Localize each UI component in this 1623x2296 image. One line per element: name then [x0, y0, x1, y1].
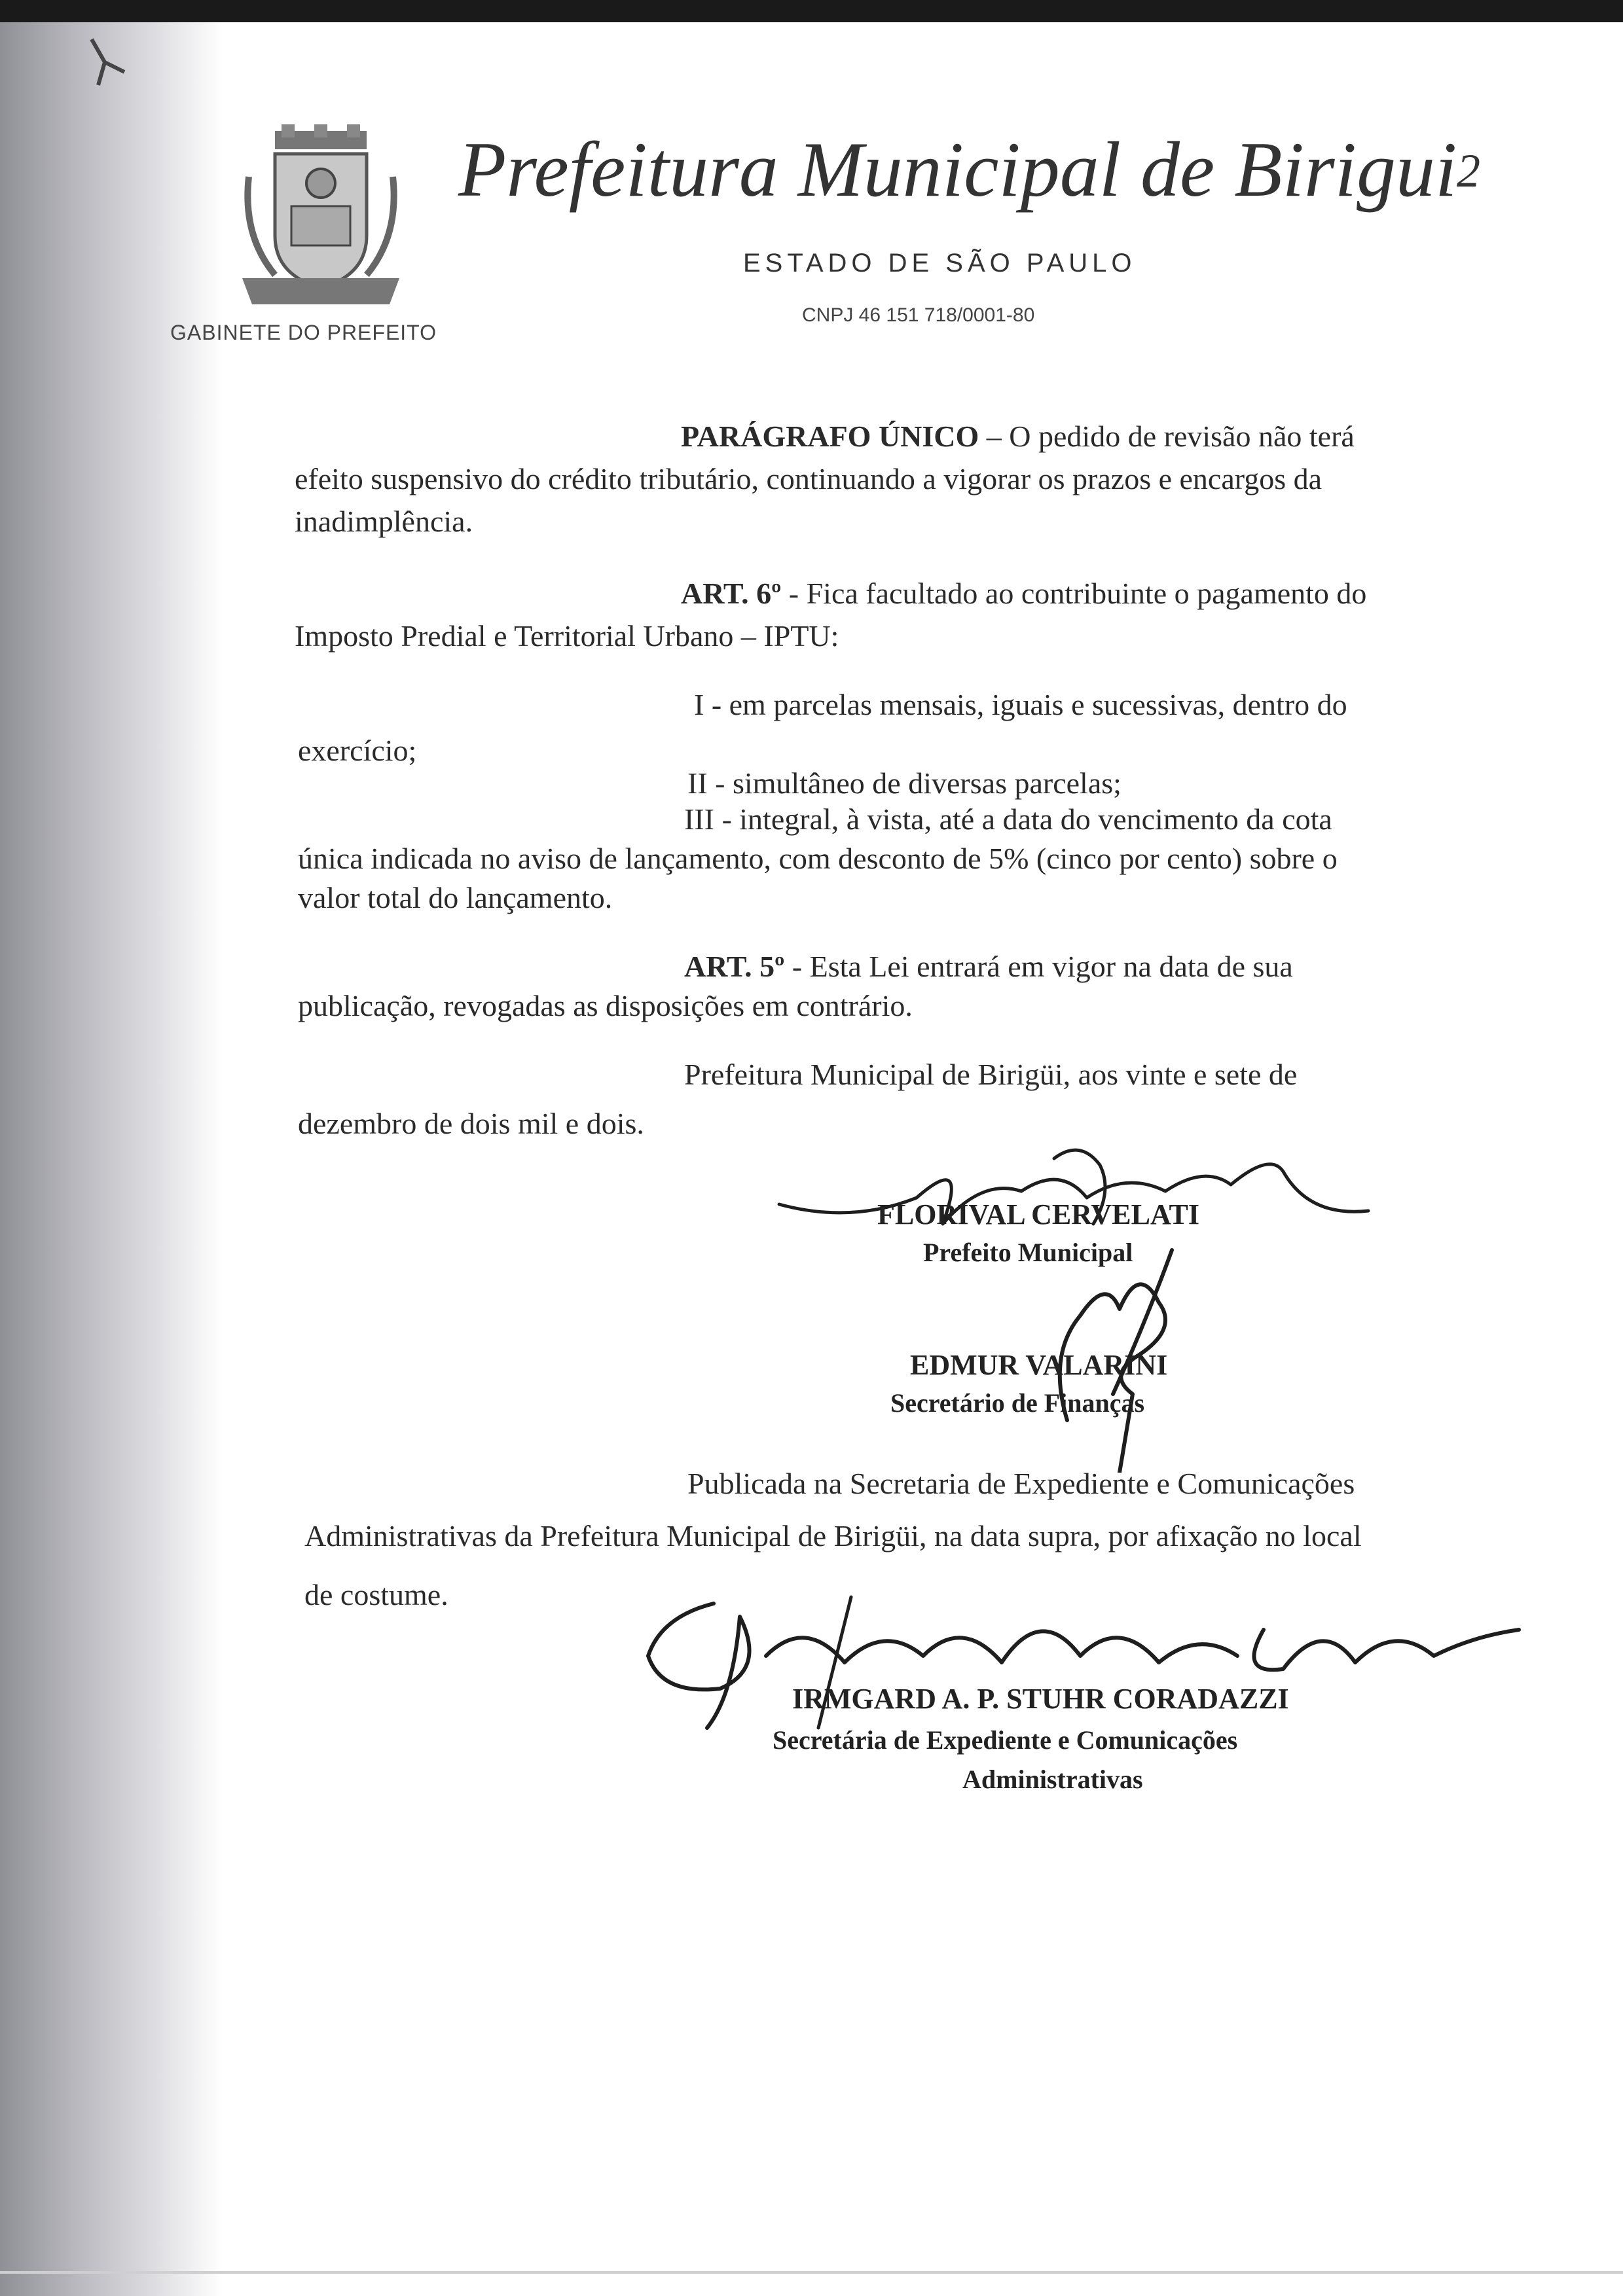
signatory-name-3: IRMGARD A. P. STUHR CORADAZZI	[792, 1683, 1289, 1715]
art6-line1	[681, 576, 1366, 611]
art6-item3-line1: III - integral, à vista, até a data do vencimento da cota	[684, 802, 1332, 836]
signatory-role-1: Prefeito Municipal	[923, 1238, 1133, 1267]
art5-text: - Esta Lei entrará em vigor na data de sua	[792, 950, 1293, 983]
cnpj-label: CNPJ 46 151 718/0001-80	[802, 304, 1035, 326]
art6-text: - Fica facultado ao contribuinte o pagamento do	[788, 577, 1367, 610]
art6-item1-line1: I - em parcelas mensais, iguais e sucessivas, dentro do	[694, 688, 1347, 721]
art6-item2: II - simultâneo de diversas parcelas;	[687, 766, 1122, 800]
page-number: 2	[1457, 145, 1480, 197]
scan-bottom-edge	[0, 2271, 1623, 2274]
closing-line1: Prefeitura Municipal de Birigüi, aos vinte e sete de	[684, 1058, 1298, 1091]
art6-item3-line2: única indicada no aviso de lançamento, com desconto de 5% (cinco por cento) sobre o	[298, 842, 1338, 875]
art5-line1	[684, 949, 1293, 984]
publication-line1: Publicada na Secretaria de Expediente e Comunicações	[687, 1467, 1355, 1500]
municipal-crest-icon	[236, 124, 406, 314]
art6-label: ART. 6º	[681, 577, 782, 610]
paragraph-text: – O pedido de revisão não terá	[986, 420, 1355, 453]
art6-item1-line2: exercício;	[298, 734, 417, 767]
closing-line2: dezembro de dois mil e dois.	[298, 1107, 644, 1140]
paragraph-label: PARÁGRAFO ÚNICO	[681, 420, 979, 453]
signatory-name-2: EDMUR VALARINI	[910, 1349, 1168, 1381]
art5-label: ART. 5º	[684, 950, 785, 983]
publication-line3: de costume.	[304, 1578, 448, 1611]
paragraph-unico-line2: efeito suspensivo do crédito tributário, continuando a vigorar os prazos e encargos da	[295, 462, 1322, 495]
paragraph-unico-line1	[681, 419, 1355, 454]
signatory-name-1: FLORIVAL CERVELATI	[877, 1198, 1199, 1230]
signatory-role-3: Secretária de Expediente e Comunicações	[773, 1725, 1238, 1755]
signatory-role-2: Secretário de Finanças	[890, 1388, 1145, 1418]
state-label: ESTADO DE SÃO PAULO	[743, 249, 1137, 278]
office-label: GABINETE DO PREFEITO	[170, 321, 437, 344]
scan-top-edge	[0, 0, 1623, 22]
art6-line2: Imposto Predial e Territorial Urbano – IPTU:	[295, 619, 839, 653]
staple-mark	[79, 26, 131, 92]
paragraph-unico-line3: inadimplência.	[295, 505, 473, 538]
art5-line2: publicação, revogadas as disposições em contrário.	[298, 989, 913, 1022]
art6-item3-line3: valor total do lançamento.	[298, 881, 613, 914]
signatory-role-3-line2: Administrativas	[962, 1765, 1143, 1794]
page-title: Prefeitura Municipal de Birigui	[458, 126, 1457, 213]
publication-line2: Administrativas da Prefeitura Municipal de Birigüi, na data supra, por afixação no local	[304, 1519, 1362, 1552]
